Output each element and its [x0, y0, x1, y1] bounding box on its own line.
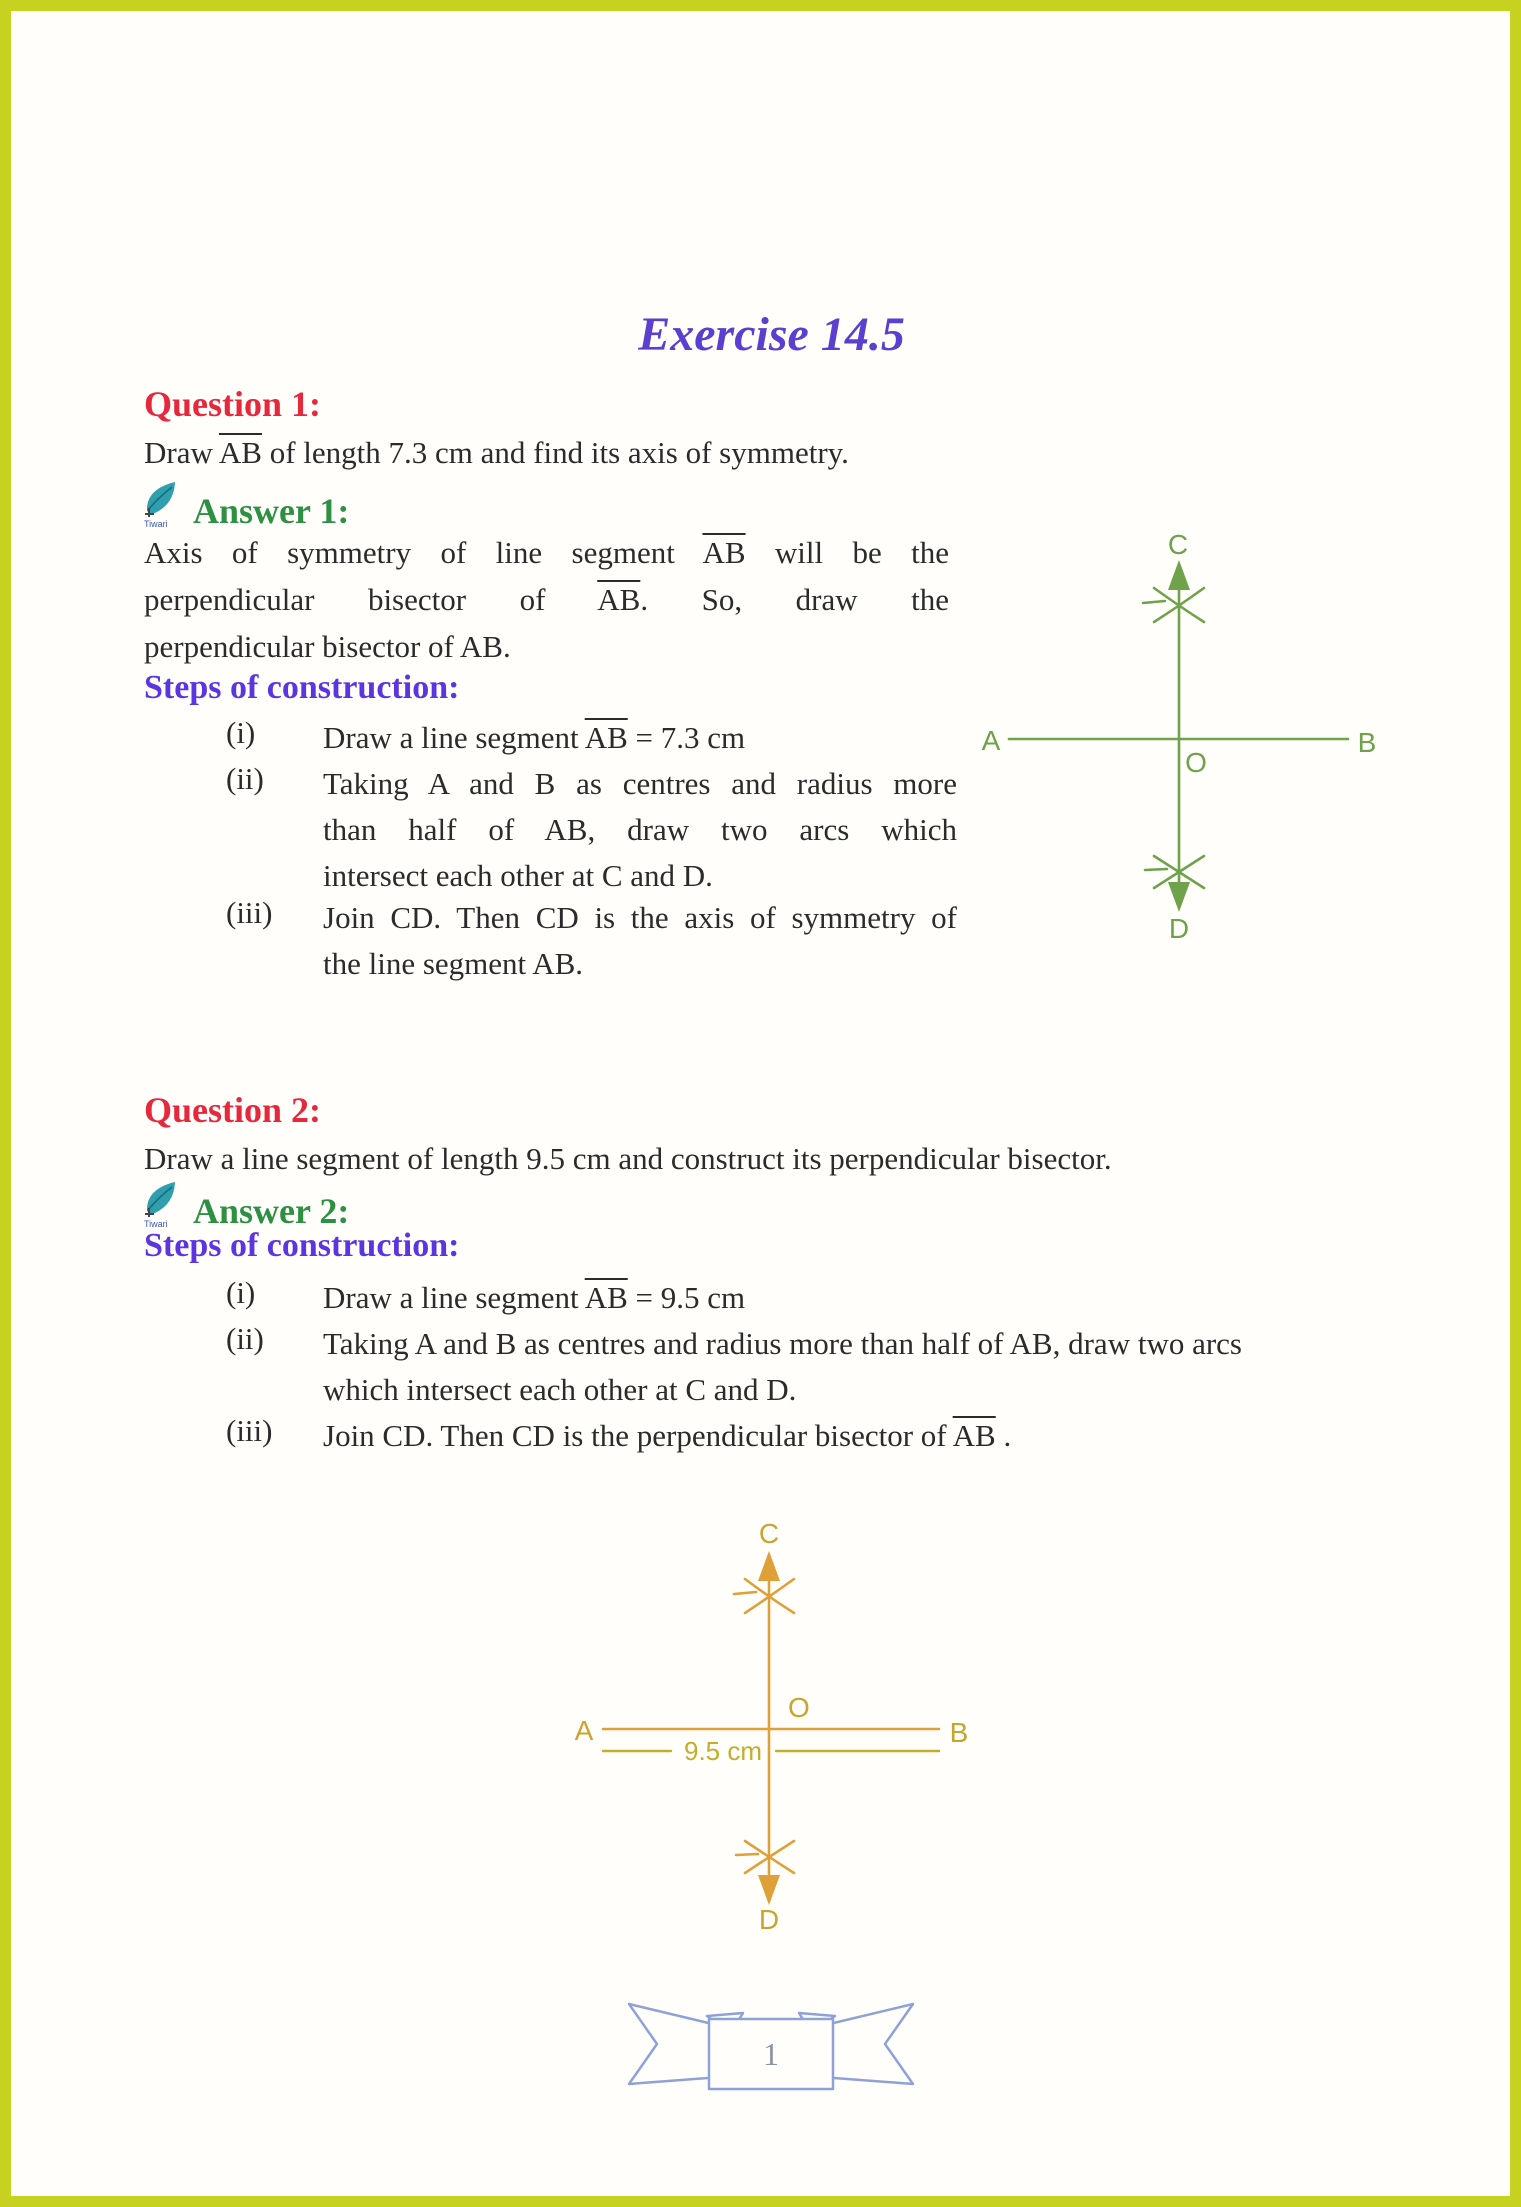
tiwari-academy-logo-icon [141, 1177, 183, 1229]
page-number: 1 [763, 2036, 779, 2072]
label-d: D [1168, 913, 1190, 944]
question-2-text: Draw a line segment of length 9.5 cm and construct its perpendicular bisector. [144, 1141, 1112, 1176]
perpendicular-bisector-diagram-2 [546, 1501, 986, 1941]
overline-ab: $\overline{AB}$ [702, 535, 746, 570]
paragraph-line: Axis of symmetry of line segment $\overline{AB}$ will be the [144, 535, 949, 570]
paragraph-line: perpendicular bisector of $\overline{AB}$. So, draw the [144, 582, 949, 617]
overline-ab: $\overline{AB}$ [597, 582, 641, 617]
label-a: A [574, 1715, 594, 1746]
label-o: O [788, 1692, 810, 1723]
label-a: A [981, 725, 1001, 756]
step-2-text: Taking A and B as centres and radius more than half of AB, draw two arcs which intersect each other at C and D. [323, 766, 957, 893]
answer-2-heading-row [141, 1177, 349, 1229]
perpendicular-bisector-diagram-1 [941, 506, 1411, 956]
label-d: D [758, 1904, 780, 1935]
overline-ab: $\overline{AB}$ [218, 435, 262, 470]
answer-1-heading: Answer 1: [193, 491, 350, 531]
step-1-text: Draw a line segment $\overline{AB} = 7.3$ cm [323, 720, 746, 755]
answer-2-heading: Answer 2: [193, 1191, 350, 1231]
step-number: (ii) [226, 761, 264, 796]
page-number-ribbon [611, 1986, 931, 2106]
step-3-text: Join CD. Then CD is the axis of symmetry of the line segment AB. [323, 900, 957, 981]
exercise-title: Exercise 14.5 [638, 308, 905, 361]
answer-1-paragraph [144, 529, 949, 670]
overline-ab: $\overline{AB}$ [952, 1418, 996, 1453]
step-number: (iii) [226, 1413, 273, 1448]
step-number: (iii) [226, 895, 273, 930]
measurement-label: 9.5 cm [683, 1736, 763, 1766]
overline-ab: $\overline{AB}$ [584, 1280, 628, 1315]
steps-heading-2: Steps of construction: [144, 1227, 460, 1264]
step-number: (i) [226, 715, 256, 750]
question-2-heading: Question 2: [144, 1090, 322, 1130]
tiwari-academy-logo-icon [141, 477, 183, 529]
label-b: B [1357, 727, 1377, 758]
overline-ab: $\overline{AB}$ [584, 720, 628, 755]
step-number: (ii) [226, 1321, 264, 1356]
step-2-text: Taking A and B as centres and radius more than half of AB, draw two arcs which intersect each other at C and D. [323, 1326, 1242, 1407]
step-number: (i) [226, 1275, 256, 1310]
steps-heading-1: Steps of construction: [144, 669, 460, 706]
question-1-heading: Question 1: [144, 384, 322, 424]
step-1-text: Draw a line segment $\overline{AB} = 9.5$ cm [323, 1280, 746, 1315]
label-c: C [758, 1518, 780, 1549]
logo-word: Tiwari [144, 519, 168, 529]
paragraph-line: perpendicular bisector of AB. [144, 629, 511, 664]
question-1-text: Draw $\overline{AB}$ of length 7.3 cm and find its axis of symmetry. [144, 435, 849, 470]
label-o: O [1185, 747, 1207, 778]
step-3-text: Join CD. Then CD is the perpendicular bisector of $\overline{AB}$ . [323, 1418, 1012, 1453]
answer-1-heading-row [141, 477, 349, 529]
label-b: B [949, 1717, 969, 1748]
label-c: C [1167, 529, 1189, 560]
logo-word: Tiwari [144, 1219, 168, 1229]
